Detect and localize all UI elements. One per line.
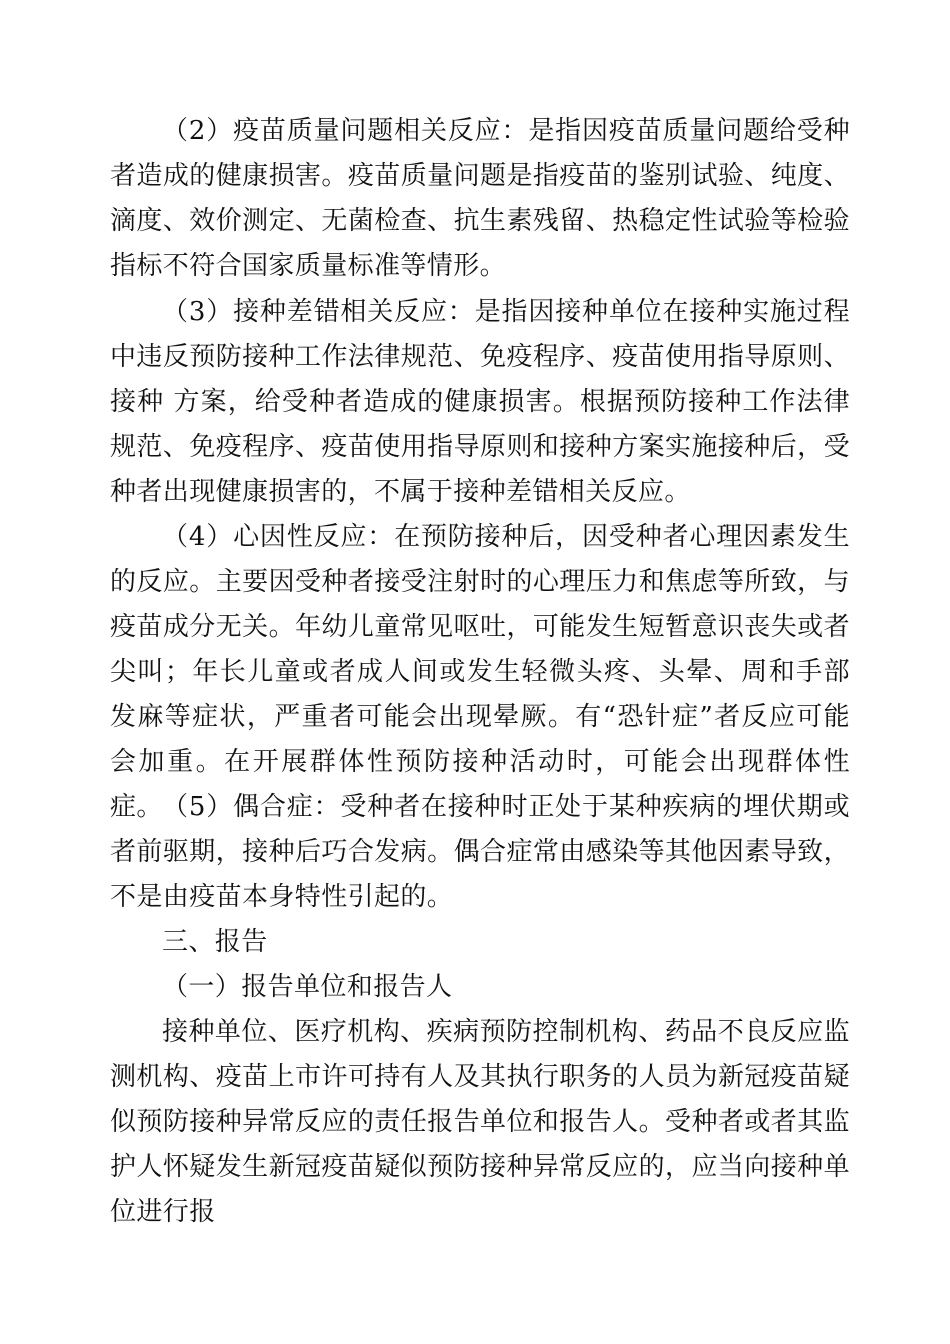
paragraph-coincidental-illness: （5）偶合症：受种者在接种时正处于某种疾病的埋伏期或 者前驱期，接种后巧合发病。偶合症常由感染等其他因素导致， 不是由疫苗本身特性引起的。: [110, 792, 850, 912]
paragraph-vaccination-error-reaction: （3）接种差错相关反应：是指因接种单位在接种实施过程 中违反预防接种工作法律规范、免疫程序、疫苗使用指导原则、接种 方案，给受种者造成的健康损害。根据预防接种工作法律规范、免疫程序、疫苗使用指导原则和接种方案实施接种后，受种者出现健康损害的，不属于接种差错相关反应。: [110, 297, 850, 507]
paragraph-psychogenic-reaction: （4）心因性反应：在预防接种后，因受种者心理因素发生 的反应。主要因受种者接受注射时的心理压力和焦虑等所致，与 疫苗成分无关。年幼儿童常见呕吐，可能发生短暂意识丧失或者 尖叫；年长儿童或者成人间或发生轻微头疼、头晕、周和手部 发麻等症状，严重者可能会出现晕厥。有“恐针症”者反应可能 会加重。在开展群体性预防接种活动时，可能会出现群体性 症。: [110, 522, 850, 822]
section-heading-report: 三、报告: [162, 927, 268, 957]
paragraph-reporting-units: 接种单位、医疗机构、疾病预防控制机构、药品不良反应监 测机构、疫苗上市许可持有人及其执行职务的人员为新冠疫苗疑 似预防接种异常反应的责任报告单位和报告人。受种者或者其监 护人怀疑发生新冠疫苗疑似预防接种异常反应的，应当向接种单 位进行报: [110, 1017, 850, 1227]
paragraph-vaccine-quality-reaction: （2）疫苗质量问题相关反应：是指因疫苗质量问题给受种 者造成的健康损害。疫苗质量问题是指疫苗的鉴别试验、纯度、 滴度、效价测定、无菌检查、抗生素残留、热稳定性试验等检验 指标不符合国家质量标准等情形。: [110, 116, 850, 281]
subsection-heading-reporting-units: （一）报告单位和报告人: [162, 972, 453, 1002]
